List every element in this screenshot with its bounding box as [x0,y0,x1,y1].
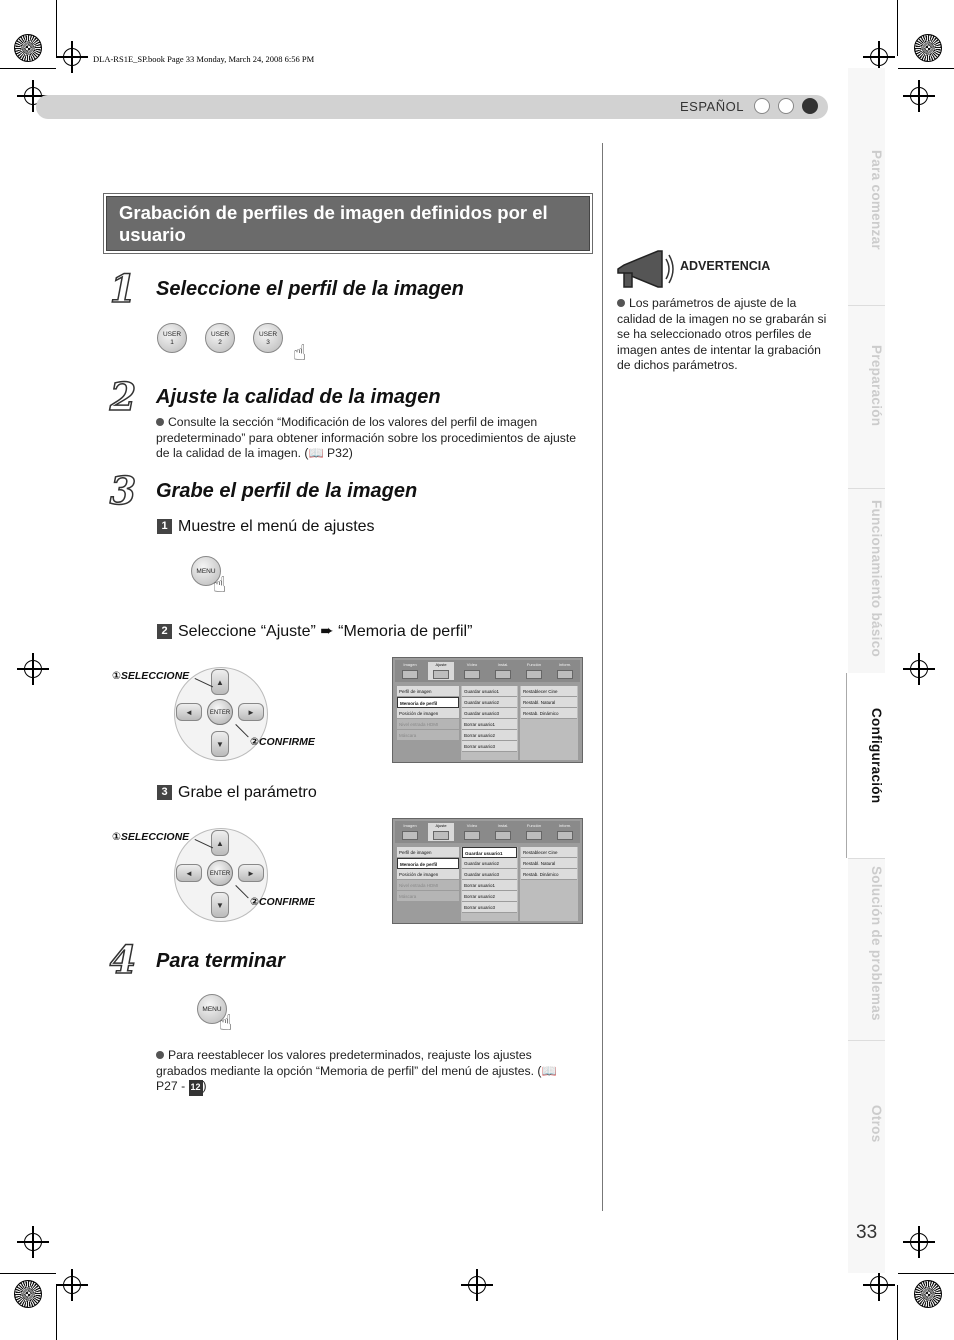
crosshair-mark-icon [870,48,888,66]
substep-text: “Memoria de perfil” [338,623,473,640]
enter-button[interactable]: ENTER [207,860,233,886]
crop-line [0,1273,56,1274]
circled-number: ② [250,736,259,748]
button-number: 1 [170,339,174,346]
menu-item[interactable]: Borrar usuario2 [462,730,517,741]
menu-item[interactable]: Restabl. Natural [521,697,577,708]
megaphone-icon [614,247,676,293]
tab-label: Vídeo [466,823,478,828]
menu-tab-instal[interactable] [490,823,516,841]
side-divider [848,488,885,489]
crosshair-mark-icon [910,87,928,105]
substep-number: 2 [157,624,172,639]
tab-label: Función [526,823,542,828]
dpad-left-button[interactable]: ◄ [176,703,202,721]
button-label: USER [258,331,278,338]
menu-item[interactable]: Borrar usuario2 [462,891,517,902]
menu-tab-ajuste[interactable] [428,823,454,841]
menu-item[interactable]: Borrar usuario3 [462,902,517,913]
side-tab-preparacion[interactable]: Preparación [869,345,884,427]
menu-item[interactable]: Restab. Dinámico [521,869,577,880]
menu-middle-column [462,686,517,752]
side-tab-para-comenzar[interactable]: Para comenzar [869,150,884,250]
tab-label: Ajuste [435,662,447,667]
menu-tab-bar [395,821,580,843]
language-dot-icon [778,98,794,114]
tab-icon [526,831,542,840]
confirm-label [250,736,315,748]
menu-item[interactable]: Restab. Dinámico [521,708,577,719]
circled-number: ② [250,896,259,908]
crosshair-mark-icon [468,1276,486,1294]
crosshair-mark-icon [63,48,81,66]
menu-tab-video[interactable] [459,662,485,680]
menu-right-column [521,686,577,719]
tab-icon [495,831,511,840]
crop-line [0,68,56,69]
bullet-icon [156,418,164,426]
menu-screen-2 [392,818,583,924]
circled-number: ① [112,670,121,682]
note-text: Consulte la sección “Modificación de los valores del perfil de imagen predeterminado” para obtener información sobre los procedimientos de ajuste de la calidad de la imagen. ( [156,415,577,460]
menu-middle-column [462,847,517,913]
button-number: 2 [218,339,222,346]
tab-label: Función [526,662,542,667]
menu-item[interactable]: Restablecer Cine [521,847,577,858]
registration-starburst-icon [914,34,942,62]
bullet-icon [156,1051,164,1059]
pointing-hand-icon: ☝ [213,572,227,597]
button-label: USER [210,331,230,338]
crop-line [898,68,954,69]
crop-line [897,0,898,56]
step-title-1: Seleccione el perfil de la imagen [156,278,464,300]
tab-label: Vídeo [466,662,478,667]
book-icon: 📖 [308,446,324,460]
dpad-up-button[interactable]: ▲ [211,830,229,856]
language-dot-icon [802,98,818,114]
tab-icon [464,831,480,840]
menu-left-column [397,686,459,741]
dpad-down-button[interactable]: ▼ [211,892,229,918]
tab-label: Ajuste [435,823,447,828]
menu-item[interactable]: Guardar usuario1 [462,686,517,697]
registration-starburst-icon [14,1280,42,1308]
step-number-1: 1 [109,266,137,311]
menu-tab-imagen[interactable] [397,823,423,841]
select-label [112,670,189,682]
crop-line [56,0,57,56]
side-divider [848,305,885,306]
step-2-note [156,415,581,462]
step-number-3: 3 [109,468,137,513]
menu-item[interactable]: Posición de imagen [397,869,459,880]
substep-number: 1 [157,519,172,534]
step-4-note [156,1048,581,1096]
menu-item[interactable]: Perfil de imagen [397,686,459,697]
step-title-2: Ajuste la calidad de la imagen [156,386,441,408]
menu-item[interactable]: Restablecer Cine [521,686,577,697]
label-text: SELECCIONE [120,831,190,843]
language-label: ESPAÑOL [680,99,744,114]
menu-tab-inform[interactable] [552,662,578,680]
menu-item[interactable]: Borrar usuario1 [462,719,517,730]
column-divider [602,143,603,1211]
registration-starburst-icon [14,34,42,62]
crosshair-mark-icon [63,1276,81,1294]
menu-item-disabled: Máscara [397,730,459,741]
menu-item[interactable]: Guardar usuario3 [462,869,517,880]
tab-label: Instal. [497,662,509,667]
warning-text [617,296,827,374]
substep-text: Seleccione “Ajuste” [178,623,316,640]
step-number-2: 2 [109,374,137,419]
closing-paren: ) [202,1079,207,1093]
menu-item[interactable]: Borrar usuario3 [462,741,517,752]
tab-label: Inform. [558,823,572,828]
menu-tab-inform[interactable] [552,823,578,841]
registration-starburst-icon [914,1280,942,1308]
select-label [112,831,189,843]
menu-right-column [521,847,577,880]
side-tab-otros[interactable]: Otros [869,1105,884,1143]
menu-item-selected[interactable]: Memoria de perfil [397,697,459,708]
menu-item[interactable]: Perfil de imagen [397,847,459,858]
menu-item[interactable]: Guardar usuario2 [462,697,517,708]
menu-item-selected[interactable]: Memoria de perfil [397,858,459,869]
dpad-right-button[interactable]: ► [238,864,264,882]
tab-icon [402,670,418,679]
side-tab-solucion-de-problemas[interactable]: Solución de problemas [869,866,884,1021]
crop-line [897,1285,898,1340]
crosshair-mark-icon [24,1233,42,1251]
menu-item[interactable]: Posición de imagen [397,708,459,719]
menu-tab-instal[interactable] [490,662,516,680]
language-dot-icon [754,98,770,114]
substep-number: 3 [157,785,172,800]
label-text: CONFIRME [258,736,315,748]
button-label: MENU [202,1006,222,1013]
section-title: Grabación de perfiles de imagen definidos por el usuario [119,202,548,245]
side-tab-funcionamiento-basico[interactable]: Funcionamiento básico [869,500,884,658]
book-icon: 📖 [541,1063,557,1078]
button-label: MENU [196,568,216,575]
warning-title: ADVERTENCIA [680,259,771,273]
menu-tab-funcion[interactable] [521,823,547,841]
menu-item-disabled: Máscara [397,891,459,902]
tab-icon [526,670,542,679]
arrow-right-icon: ➨ [320,623,334,640]
side-divider [848,1040,885,1041]
tab-icon [433,670,449,679]
dpad-up-button[interactable]: ▲ [211,669,229,695]
substep-text: Grabe el parámetro [178,784,317,801]
menu-item[interactable]: Guardar usuario3 [462,708,517,719]
dpad-left-button[interactable]: ◄ [176,864,202,882]
page-number: 33 [856,1222,878,1243]
file-info-header: DLA-RS1E_SP.book Page 33 Monday, March 24, 2008 6:56 PM [93,54,315,64]
pointing-hand-icon: ☝ [219,1010,233,1035]
menu-item[interactable]: Borrar usuario1 [462,880,517,891]
label-text: SELECCIONE [120,670,190,682]
tab-icon [402,831,418,840]
bullet-icon [617,299,625,307]
tab-label: Imagen [403,662,417,667]
tab-label: Instal. [497,823,509,828]
tab-label: Inform. [558,662,572,667]
button-label: USER [162,331,182,338]
user-2-button[interactable] [205,323,235,353]
menu-tab-bar [395,660,580,682]
tab-label: Imagen [403,823,417,828]
tab-icon [557,831,573,840]
menu-item-disabled: Nivel entrada HDMI [397,880,459,891]
crosshair-mark-icon [870,1276,888,1294]
substep-2 [157,621,472,641]
step-title-4: Para terminar [156,950,285,972]
menu-item[interactable]: Restabl. Natural [521,858,577,869]
tab-icon [495,670,511,679]
warning-body: Los parámetros de ajuste de la calidad de la imagen no se grabarán si se ha seleccionado otros perfiles de imagen antes de intentar la grabación de dichos parámetros. [617,296,827,373]
menu-tab-ajuste[interactable] [428,662,454,680]
dpad-right-button[interactable]: ► [238,703,264,721]
pointing-hand-icon: ☝ [293,340,307,365]
circled-number: ① [112,831,121,843]
menu-item-selected[interactable]: Guardar usuario1 [462,847,517,858]
tab-icon [433,831,449,840]
side-divider [848,858,885,859]
page-reference: P32) [327,446,353,460]
page-badge: 12 [189,1080,203,1096]
menu-tab-imagen[interactable] [397,662,423,680]
crosshair-mark-icon [910,660,928,678]
menu-left-column [397,847,459,902]
page-reference: P27 - [156,1079,186,1093]
user-3-button[interactable] [253,323,283,353]
section-title-box [106,196,590,251]
menu-tab-funcion[interactable] [521,662,547,680]
menu-item-disabled: Nivel entrada HDMI [397,719,459,730]
user-1-button[interactable] [157,323,187,353]
crosshair-mark-icon [24,660,42,678]
step-number-4: 4 [109,937,137,982]
button-number: 3 [266,339,270,346]
crop-line [56,1285,57,1340]
substep-1 [157,518,375,536]
substep-3 [157,784,317,802]
crop-line [898,1273,954,1274]
confirm-label [250,896,315,908]
side-tab-configuracion[interactable]: Configuración [869,708,884,804]
menu-tab-video[interactable] [459,823,485,841]
label-text: CONFIRME [258,896,315,908]
note-text: Para reestablecer los valores predeterminados, reajuste los ajustes grabados mediante la opción “Memoria de perfil” del menú de ajustes. ( [156,1048,542,1078]
menu-screen-1 [392,657,583,763]
tab-icon [464,670,480,679]
dpad-down-button[interactable]: ▼ [211,731,229,757]
substep-text: Muestre el menú de ajustes [178,518,375,535]
enter-button[interactable]: ENTER [207,699,233,725]
tab-icon [557,670,573,679]
menu-item[interactable]: Guardar usuario2 [462,858,517,869]
step-title-3: Grabe el perfil de la imagen [156,480,418,502]
crosshair-mark-icon [910,1233,928,1251]
